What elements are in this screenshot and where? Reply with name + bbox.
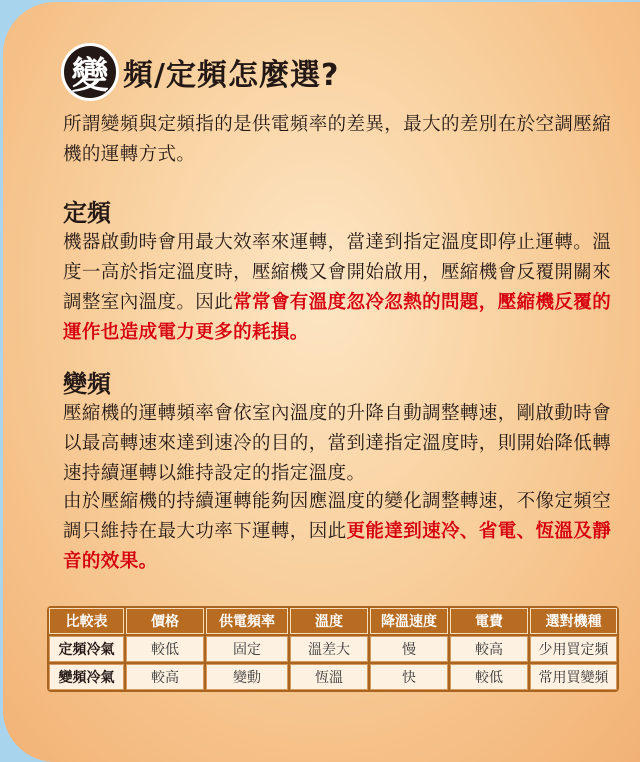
header-cell: 溫度 <box>290 608 368 634</box>
header-cell: 價格 <box>126 608 204 634</box>
fixed-heading: 定頻 <box>63 199 111 227</box>
header-cell: 選對機種 <box>530 608 617 634</box>
inverter-heading: 變頻 <box>63 370 111 398</box>
info-card <box>3 2 640 762</box>
table-cell: 常用買變頻 <box>530 664 617 690</box>
header-cell: 供電頻率 <box>206 608 288 634</box>
row-label: 定頻冷氣 <box>49 636 124 662</box>
row-label: 變頻冷氣 <box>49 664 124 690</box>
page-title <box>61 42 339 102</box>
fixed-paragraph <box>63 228 623 348</box>
table-cell: 恆溫 <box>290 664 368 690</box>
table-cell: 少用買定頻 <box>530 636 617 662</box>
table-row <box>49 636 617 662</box>
inverter-highlight: 更能達到速冷、省電、恆溫及靜音的效果。 <box>63 521 612 572</box>
fixed-highlight: 常常會有溫度忽冷忽熱的問題，壓縮機反覆的運作也造成電力更多的耗損。 <box>63 292 612 343</box>
comparison-table <box>47 606 619 692</box>
table-cell: 較高 <box>126 664 204 690</box>
table-header-row <box>49 608 617 634</box>
intro-paragraph: 所謂變頻與定頻指的是供電頻率的差異，最大的差別在於空調壓縮機的運轉方式。 <box>63 114 612 165</box>
fixed-text: 機器啟動時會用最大效率來運轉，當達到指定溫度即停止運轉。溫度一高於指定溫度時，壓縮機又會開始啟用，壓縮機會反覆開關來調整室內溫度。因此 <box>63 232 612 313</box>
table-cell: 溫差大 <box>290 636 368 662</box>
table-cell: 變動 <box>206 664 288 690</box>
table-cell: 較高 <box>450 636 528 662</box>
table-cell: 固定 <box>206 636 288 662</box>
table-cell: 較低 <box>450 664 528 690</box>
inverter-paragraph-1: 壓縮機的運轉頻率會依室內溫度的升降自動調整轉速，剛啟動時會以最高轉速來達到速冷的目的，當到達指定溫度時，則開始降低轉速持續運轉以維持設定的指定溫度。 <box>63 403 612 484</box>
table-cell: 快 <box>370 664 448 690</box>
table-cell: 較低 <box>126 636 204 662</box>
table-row <box>49 664 617 690</box>
table-cell: 慢 <box>370 636 448 662</box>
title-badge: 變 <box>61 43 119 101</box>
header-cell: 降溫速度 <box>370 608 448 634</box>
inverter-text: 由於壓縮機的持續運轉能夠因應溫度的變化調整轉速，不像定頻空調只維持在最大功率下運轉，因此 <box>63 491 612 542</box>
inverter-paragraph-2 <box>63 487 623 577</box>
title-text: 頻/定頻怎麼選? <box>123 58 340 93</box>
header-cell: 比較表 <box>49 608 124 634</box>
header-cell: 電費 <box>450 608 528 634</box>
